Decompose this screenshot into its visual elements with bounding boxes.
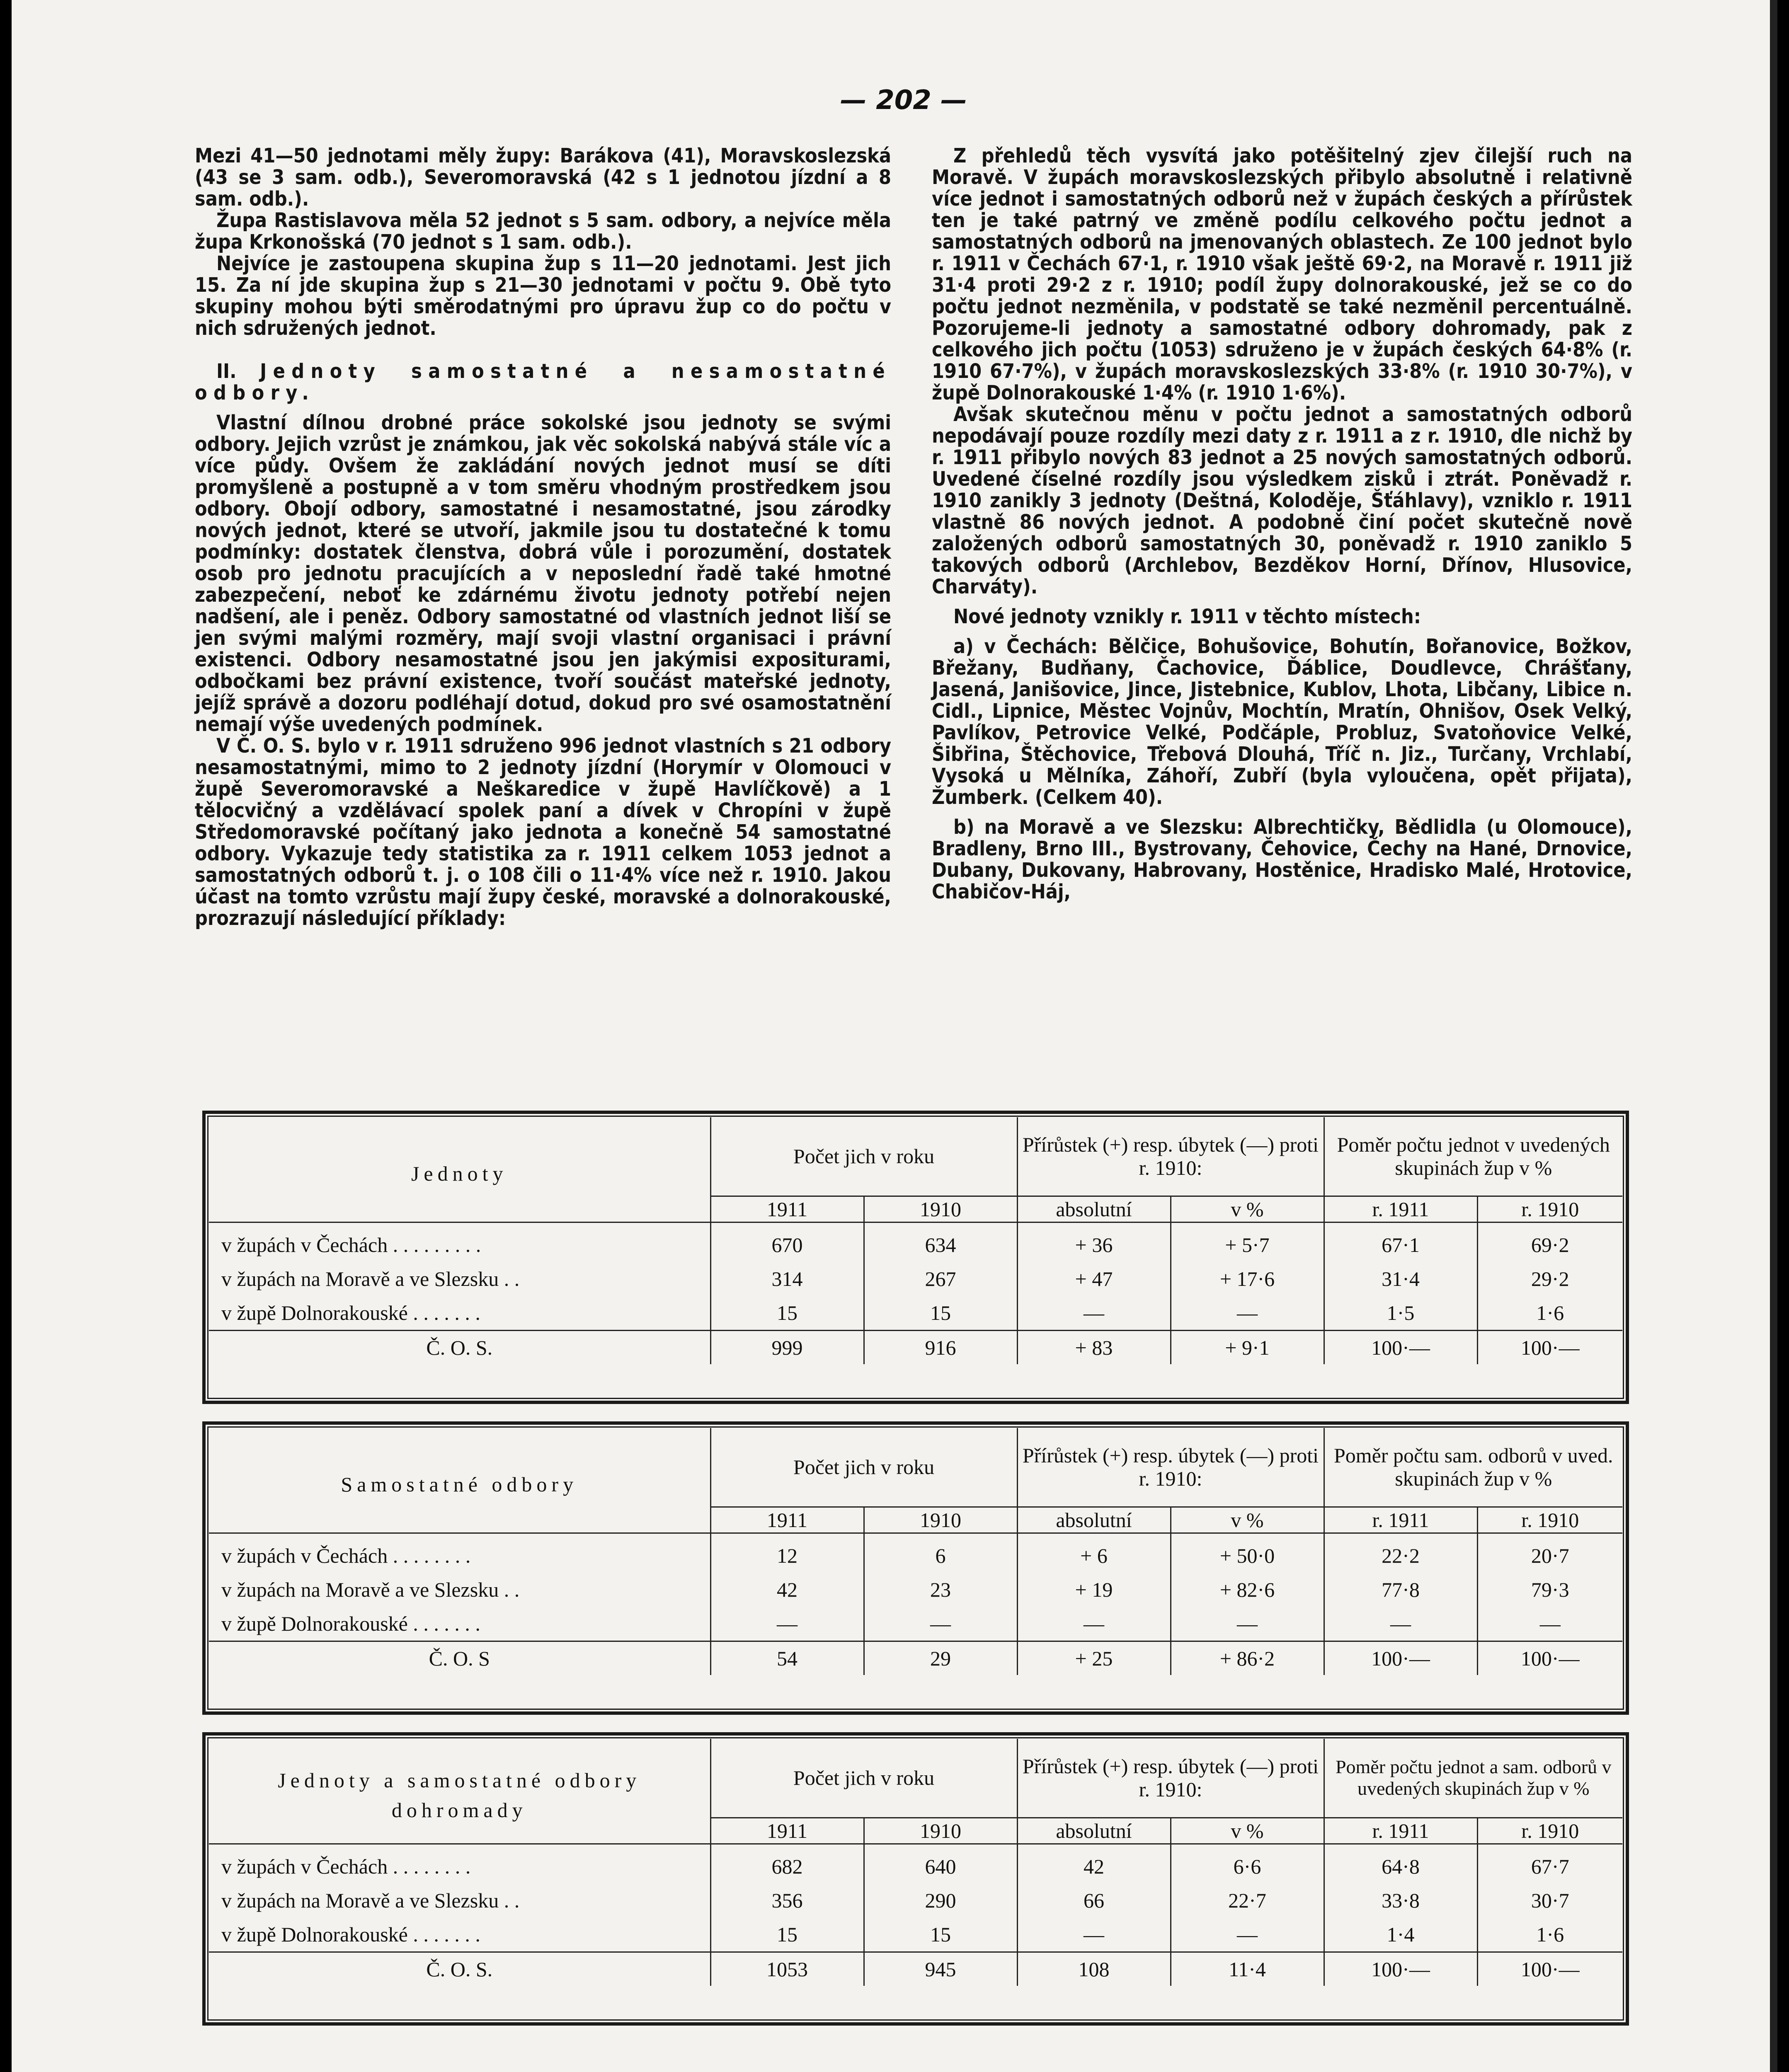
paragraph: Nové jednoty vznikly r. 1911 v těchto místech: xyxy=(953,605,1421,628)
cell: — xyxy=(864,1607,1017,1641)
table-total-row xyxy=(209,1330,1622,1364)
cell: + 36 xyxy=(1017,1222,1171,1262)
cell: 1·6 xyxy=(1477,1917,1622,1952)
cell: 15 xyxy=(864,1296,1017,1331)
cell: 12 xyxy=(710,1533,864,1573)
subheader: absolutní xyxy=(1017,1507,1171,1533)
paragraph: b) na Moravě a ve Slezsku: Albrechtičky, Bědlidla (u Olomouce), Bradleny, Brno III., Bystrovany, Čehovice, Čechy na Hané, Drnovice, Dubany, Dukovany, Habrovany, Hostěnice, Hradisko Malé, Hrotovice, Chabičov-Háj, xyxy=(932,816,1632,903)
cell: 77·8 xyxy=(1324,1573,1477,1607)
table-title: Jednoty xyxy=(411,1162,508,1185)
page-number: — 202 — xyxy=(840,85,967,116)
subheader: r. 1911 xyxy=(1324,1196,1477,1222)
row-label: v župách v Čechách . . . . . . . . xyxy=(209,1844,710,1883)
subheader: absolutní xyxy=(1017,1196,1171,1222)
cell: 69·2 xyxy=(1477,1222,1622,1262)
cell: 682 xyxy=(710,1844,864,1883)
paragraph: V Č. O. S. bylo v r. 1911 sdruženo 996 jednot vlastních s 21 odbory nesamostatnými, mimo to 2 jednoty jízdní (Horymír v Olomouci v župě Severomoravské a Neškaredice v župě Havlíčkově) a 1 tělocvičný a vzdělávací spolek paní a dívek v Chropíni v župě Středomoravské počítaný jako jednota a konečně 54 samostatné odbory. Vykazuje tedy statistika za r. 1911 celkem 1053 jednot a samostatných odborů t. j. o 108 čili o 11·4% více než r. 1910. Jakou účast na tomto vzrůstu mají župy české, moravské a dolnorakouské, prozrazují následující příklady: xyxy=(195,734,891,930)
paragraph: Avšak skutečnou měnu v počtu jednot a samostatných odborů nepodávají pouze rozdíly mezi daty z r. 1911 a z r. 1910, dle nichž by r. 1911 přibylo nových 83 jednot a 25 nových samostatných odborů. Uvedené číselné rozdíly jsou výsledkem zisků i ztrát. Poněvadž r. 1910 zanikly 3 jednoty (Deštná, Koloděje, Šťáhlavy), vzniklo r. 1911 vlastně 86 nových jednot. A podobně činí počet skutečně nově založených odborů samostatných 30, poněvadž r. 1910 zaniklo 5 takových odborů (Archlebov, Bezděkov Horní, Dřínov, Hlusovice, Charváty). xyxy=(932,403,1632,598)
cell: 100·— xyxy=(1477,1330,1622,1364)
table-samostatne-odbory xyxy=(209,1428,1622,1675)
cell: 29 xyxy=(864,1641,1017,1675)
cell: 54 xyxy=(710,1641,864,1675)
cell: 23 xyxy=(864,1573,1017,1607)
subheader: 1911 xyxy=(710,1196,864,1222)
cell: 33·8 xyxy=(1324,1883,1477,1917)
cell: + 6 xyxy=(1017,1533,1171,1573)
cell: 314 xyxy=(710,1262,864,1296)
cell: 79·3 xyxy=(1477,1573,1622,1607)
row-label: v župách na Moravě a ve Slezsku . . xyxy=(221,1888,520,1912)
table-row xyxy=(209,1844,1622,1883)
cell: 1·5 xyxy=(1324,1296,1477,1331)
cell: 290 xyxy=(864,1883,1017,1917)
cell: + 19 xyxy=(1017,1573,1171,1607)
row-label: v župách v Čechách . . . . . . . . xyxy=(209,1533,710,1573)
cell: 6·6 xyxy=(1171,1844,1324,1883)
paragraph: Vlastní dílnou drobné práce sokolské jsou jednoty se svými odbory. Jejich vzrůst je známkou, jak věc sokolská nabývá stále víc a více půdy. Ovšem že zakládání nových jednot musí se díti promyšleně a postupně a v tom směru vhodným prostředkem jsou odbory. Obojí odbory, samostatné i nesamostatné, jsou zárodky nových jednot, které se utvoří, jakmile jsou tu dostatečné k tomu podmínky: dostatek členstva, dobrá vůle i porozumění, dostatek osob pro jednotu pracujících a v neposlední řadě také hmotné zabezpečení, neboť ke zdárnému životu jednoty potřebí nejen nadšení, ale i peněz. Odbory samostatné od vlastních jednot liší se jen svými malými rozměry, mají svoji vlastní organisaci i právní existenci. Odbory nesamostatné jsou jen jakýmisi expositurami, odbočkami bez právní existence, tvoří součást mateřské jednoty, jejíž správě a dozoru podléhají dotud, dokud pro své osamostatnění nemají výše uvedených podmínek. xyxy=(195,411,891,736)
cell: 31·4 xyxy=(1324,1262,1477,1296)
subheader: absolutní xyxy=(1017,1818,1171,1844)
row-label: v župě Dolnorakouské . . . . . . . xyxy=(221,1922,480,1946)
cell: + 17·6 xyxy=(1171,1262,1324,1296)
cell: + 5·7 xyxy=(1171,1222,1324,1262)
subheader: r. 1911 xyxy=(1324,1818,1477,1844)
subheader: r. 1911 xyxy=(1324,1507,1477,1533)
right-text-column xyxy=(932,145,1632,903)
cell: 29·2 xyxy=(1477,1262,1622,1296)
cell: + 83 xyxy=(1017,1330,1171,1364)
cell: 100·— xyxy=(1477,1641,1622,1675)
cell: — xyxy=(1171,1296,1324,1331)
cell: 67·7 xyxy=(1477,1844,1622,1883)
cell: — xyxy=(1171,1917,1324,1952)
subheader: 1911 xyxy=(710,1818,864,1844)
cell: 356 xyxy=(710,1883,864,1917)
column-header: Přírůstek (+) resp. úbytek (—) proti r. 1910: xyxy=(1017,1117,1324,1196)
table-jednoty xyxy=(209,1117,1622,1364)
cell: 108 xyxy=(1017,1952,1171,1986)
row-label: Č. O. S. xyxy=(209,1952,710,1986)
cell: 66 xyxy=(1017,1883,1171,1917)
column-header: Počet jich v roku xyxy=(710,1117,1017,1196)
cell: 100·— xyxy=(1477,1952,1622,1986)
cell: — xyxy=(710,1607,864,1641)
cell: 22·2 xyxy=(1324,1533,1477,1573)
paragraph: Mezi 41—50 jednotami měly župy: Barákova (41), Moravskoslezská (43 se 3 sam. odb.), Severomoravská (42 s 1 jednotou jízdní a 8 sam. odb.). xyxy=(195,144,891,211)
column-header: Poměr počtu sam. odborů v uved. skupinách žup v % xyxy=(1324,1428,1622,1507)
table-row xyxy=(209,1607,1622,1641)
cell: + 82·6 xyxy=(1171,1573,1324,1607)
cell: 15 xyxy=(710,1917,864,1952)
paragraph: Z přehledů těch vysvítá jako potěšitelný zjev čilejší ruch na Moravě. V župách moravskoslezských přibylo absolutně i relativně více jednot i samostatných odborů než v župách českých a přírůstek ten je také patrný ve změně podílu celkového počtu jednot a samostatných odborů na jmenovaných oblastech. Ze 100 jednot bylo r. 1911 v Čechách 67·1, r. 1910 však ještě 69·2, na Moravě r. 1911 již 31·4 proti 29·2 z r. 1910; podíl župy dolnorakouské, jež se co do počtu jednot nezměnila, v podstatě se také nezměnil percentuálně. Pozorujeme-li jednoty a samostatné odbory dohromady, pak z celkového jich počtu (1053) sdruženo je v župách českých 64·8% (r. 1910 67·7%), v župách moravskoslezských 33·8% (r. 1910 30·7%), v župě Dolnorakouské 1·4% (r. 1910 1·6%). xyxy=(932,144,1632,404)
cell: + 25 xyxy=(1017,1641,1171,1675)
subheader: 1910 xyxy=(864,1818,1017,1844)
cell: 1053 xyxy=(710,1952,864,1986)
row-label: v župě Dolnorakouské . . . . . . . xyxy=(221,1301,480,1324)
subheader: r. 1910 xyxy=(1477,1196,1622,1222)
row-label: v župách na Moravě a ve Slezsku . . xyxy=(221,1267,520,1290)
cell: — xyxy=(1017,1607,1171,1641)
cell: — xyxy=(1017,1296,1171,1331)
subheader: r. 1910 xyxy=(1477,1818,1622,1844)
cell: 42 xyxy=(710,1573,864,1607)
column-header: Počet jich v roku xyxy=(710,1428,1017,1507)
cell: 945 xyxy=(864,1952,1017,1986)
row-label: Č. O. S. xyxy=(209,1330,710,1364)
table-row xyxy=(209,1296,1622,1331)
cell: 11·4 xyxy=(1171,1952,1324,1986)
cell: — xyxy=(1477,1607,1622,1641)
cell: 267 xyxy=(864,1262,1017,1296)
cell: 100·— xyxy=(1324,1330,1477,1364)
paragraph: Župa Rastislavova měla 52 jednot s 5 sam. odbory, a nejvíce měla župa Krkonošská (70 jednot s 1 sam. odb.). xyxy=(195,209,891,254)
cell: + 47 xyxy=(1017,1262,1171,1296)
cell: 100·— xyxy=(1324,1641,1477,1675)
cell: 634 xyxy=(864,1222,1017,1262)
table-row xyxy=(209,1533,1622,1573)
row-label: v župách v Čechách . . . . . . . . . xyxy=(209,1222,710,1262)
cell: 1·4 xyxy=(1324,1917,1477,1952)
cell: 15 xyxy=(710,1296,864,1331)
subheader: 1910 xyxy=(864,1196,1017,1222)
table-row xyxy=(209,1262,1622,1296)
table-row xyxy=(209,1573,1622,1607)
table-dohromady xyxy=(209,1739,1622,1986)
cell: 100·— xyxy=(1324,1952,1477,1986)
row-label: Č. O. S xyxy=(209,1641,710,1675)
left-text-column xyxy=(195,145,891,929)
cell: — xyxy=(1324,1607,1477,1641)
table-row xyxy=(209,1222,1622,1262)
section-heading xyxy=(195,361,891,404)
section-number: II. xyxy=(216,360,237,383)
table-row xyxy=(209,1883,1622,1917)
cell: + 50·0 xyxy=(1171,1533,1324,1573)
subheader: 1911 xyxy=(710,1507,864,1533)
column-header: Přírůstek (+) resp. úbytek (—) proti r. 1910: xyxy=(1017,1739,1324,1818)
cell: 670 xyxy=(710,1222,864,1262)
paragraph: a) v Čechách: Bělčice, Bohušovice, Bohutín, Bořanovice, Božkov, Břežany, Budňany, Čachovice, Ďáblice, Doudlevce, Chrášťany, Jasená, Janišovice, Jince, Jistebnice, Kublov, Lhota, Libčany, Libice n. Cidl., Lipnice, Městec Vojnův, Mochtín, Mratín, Ohnišov, Osek Velký, Pavlíkov, Petrovice Velké, Podčáple, Probluz, Svatoňovice Velké, Šibřina, Štěchovice, Třebová Dlouhá, Tříč n. Jiz., Turčany, Vrchlabí, Vysoká u Mělníka, Záhoří, Zubří (byla vyloučena, opět přijata), Žumberk. (Celkem 40). xyxy=(932,635,1632,809)
subheader: 1910 xyxy=(864,1507,1017,1533)
subheader: v % xyxy=(1171,1507,1324,1533)
column-header: Počet jich v roku xyxy=(710,1739,1017,1818)
column-header: Poměr počtu jednot v uvedených skupinách žup v % xyxy=(1324,1117,1622,1196)
paragraph: Nejvíce je zastoupena skupina žup s 11—20 jednotami. Jest jich 15. Za ní jde skupina žup s 21—30 jednotami v počtu 9. Obě tyto skupiny mohou býti směrodatnými pro úpravu žup co do počtu v nich sdružených jednot. xyxy=(195,252,891,340)
cell: 916 xyxy=(864,1330,1017,1364)
table-title: Samostatné odbory xyxy=(341,1472,578,1496)
cell: 64·8 xyxy=(1324,1844,1477,1883)
column-header: Poměr počtu jednot a sam. odborů v uvedených skupinách žup v % xyxy=(1324,1739,1622,1818)
subheader: v % xyxy=(1171,1818,1324,1844)
table-total-row xyxy=(209,1952,1622,1986)
column-header: Přírůstek (+) resp. úbytek (—) proti r. 1910: xyxy=(1017,1428,1324,1507)
cell: + 86·2 xyxy=(1171,1641,1324,1675)
cell: 67·1 xyxy=(1324,1222,1477,1262)
cell: 30·7 xyxy=(1477,1883,1622,1917)
table-row xyxy=(209,1917,1622,1952)
cell: 999 xyxy=(710,1330,864,1364)
cell: 15 xyxy=(864,1917,1017,1952)
cell: + 9·1 xyxy=(1171,1330,1324,1364)
cell: — xyxy=(1017,1917,1171,1952)
table-total-row xyxy=(209,1641,1622,1675)
cell: 42 xyxy=(1017,1844,1171,1883)
cell: 20·7 xyxy=(1477,1533,1622,1573)
section-title: Jednoty samostatné a nesamostatné odbory. xyxy=(195,360,891,404)
cell: — xyxy=(1171,1607,1324,1641)
row-label: v župě Dolnorakouské . . . . . . . xyxy=(221,1612,480,1635)
row-label: v župách na Moravě a ve Slezsku . . xyxy=(221,1578,520,1601)
cell: 6 xyxy=(864,1533,1017,1573)
cell: 1·6 xyxy=(1477,1296,1622,1331)
cell: 640 xyxy=(864,1844,1017,1883)
subheader: r. 1910 xyxy=(1477,1507,1622,1533)
table-title: Jednoty a samostatné odbory dohromady xyxy=(278,1768,641,1822)
subheader: v % xyxy=(1171,1196,1324,1222)
cell: 22·7 xyxy=(1171,1883,1324,1917)
